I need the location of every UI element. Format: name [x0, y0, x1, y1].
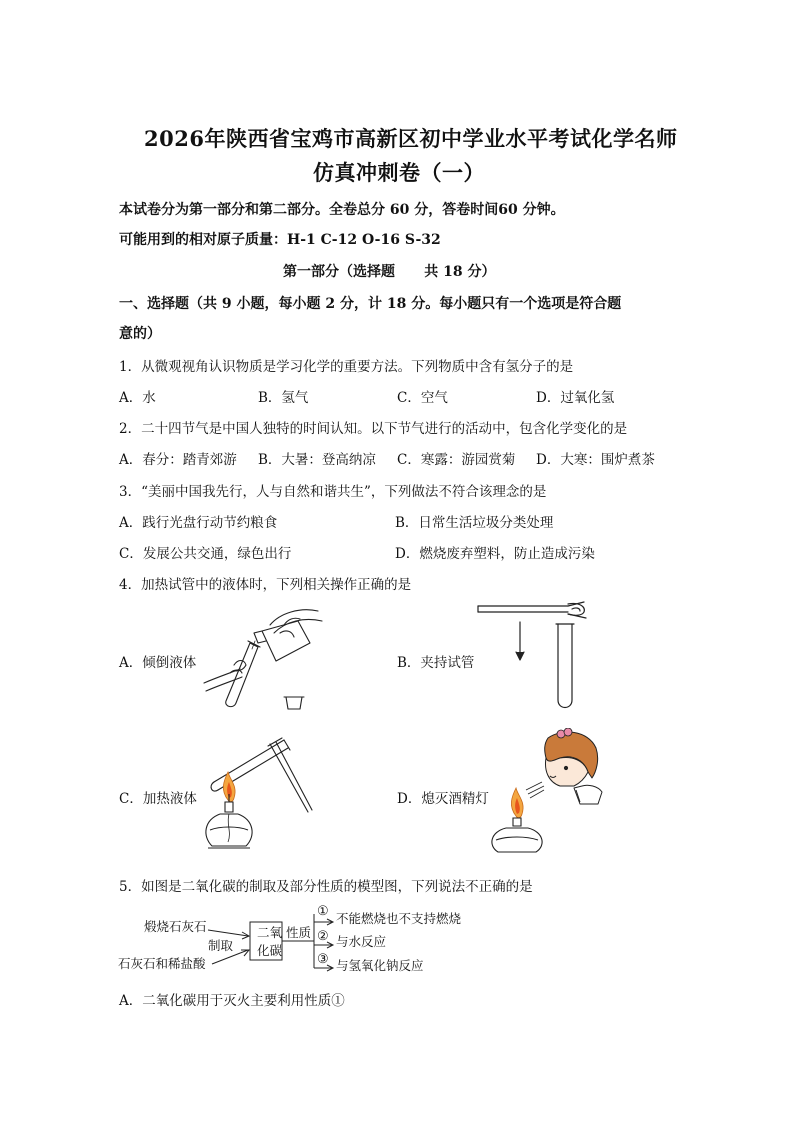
q4-option-b: B．夹持试管 [397, 655, 475, 671]
figure-extinguishing-lamp [488, 728, 606, 856]
q5-option-a: A．二氧化碳用于灭火主要利用性质① [119, 993, 345, 1009]
property-text-1: 不能燃烧也不支持燃烧 [336, 911, 462, 926]
q1-option-d: D．过氧化氢 [536, 390, 615, 406]
figure-heating-liquid [198, 730, 318, 855]
figure-pouring-liquid [200, 603, 330, 718]
q3-option-a: A．践行光盘行动节约粮食 [119, 515, 278, 531]
q3-option-b: B．日常生活垃圾分类处理 [395, 515, 554, 531]
center-co2-line2: 化碳 [257, 943, 283, 958]
q1-stem: 1．从微观视角认识物质是学习化学的重要方法。下列物质中含有氢分子的是 [119, 359, 574, 375]
section1-line1: 一、选择题（共 9 小题，每小题 2 分，计 18 分。每小题只有一个选项是符合题 [119, 296, 622, 312]
q4-stem: 4．加热试管中的液体时，下列相关操作正确的是 [119, 577, 412, 593]
source-calcination: 煅烧石灰石 [144, 919, 207, 934]
source-limestone-acid: 石灰石和稀盐酸 [118, 956, 206, 971]
q2-stem: 2．二十四节气是中国人独特的时间认知。以下节气进行的活动中，包含化学变化的是 [119, 421, 628, 437]
q1-option-b: B．氢气 [258, 390, 309, 406]
property-num-3: ③ [317, 952, 329, 967]
part1-heading: 第一部分（选择题 共 18 分） [283, 264, 496, 280]
label-preparation: 制取 [208, 938, 234, 953]
q1-option-a: A．水 [119, 390, 156, 406]
co2-model-diagram [118, 900, 488, 978]
page-title-line1: 2026年陕西省宝鸡市高新区初中学业水平考试化学名师 [144, 126, 678, 151]
property-text-2: 与水反应 [336, 934, 387, 949]
q1-option-c: C．空气 [397, 390, 448, 406]
intro-line1: 本试卷分为第一部分和第二部分。全卷总分 60 分，答卷时间60 分钟。 [119, 202, 565, 218]
q3-stem: 3．“美丽中国我先行，人与自然和谐共生”，下列做法不符合该理念的是 [119, 484, 547, 500]
center-co2-line1: 二氧 [257, 925, 283, 940]
q3-option-d: D．燃烧废弃塑料，防止造成污染 [395, 546, 595, 562]
q2-option-b: B．大暑：登高纳凉 [258, 452, 376, 468]
figure-clamping-tube [472, 600, 607, 715]
section1-line2: 意的） [119, 326, 161, 342]
property-num-2: ② [317, 929, 329, 944]
page-title-line2: 仿真冲刺卷（一） [313, 160, 485, 185]
property-text-3: 与氢氧化钠反应 [336, 958, 424, 973]
q2-option-c: C．寒露：游园赏菊 [397, 452, 516, 468]
q2-option-a: A．春分：踏青郊游 [119, 452, 237, 468]
label-properties: 性质 [286, 925, 312, 940]
q2-option-d: D．大寒：围炉煮茶 [536, 452, 655, 468]
q4-option-a: A．倾倒液体 [119, 655, 197, 671]
q4-option-c: C．加热液体 [119, 791, 197, 807]
intro-line2: 可能用到的相对原子质量：H-1 C-12 O-16 S-32 [119, 232, 441, 248]
q4-option-d: D．熄灭酒精灯 [397, 791, 489, 807]
q5-stem: 5．如图是二氧化碳的制取及部分性质的模型图，下列说法不正确的是 [119, 879, 533, 895]
property-num-1: ① [317, 904, 329, 919]
q3-option-c: C．发展公共交通，绿色出行 [119, 546, 292, 562]
